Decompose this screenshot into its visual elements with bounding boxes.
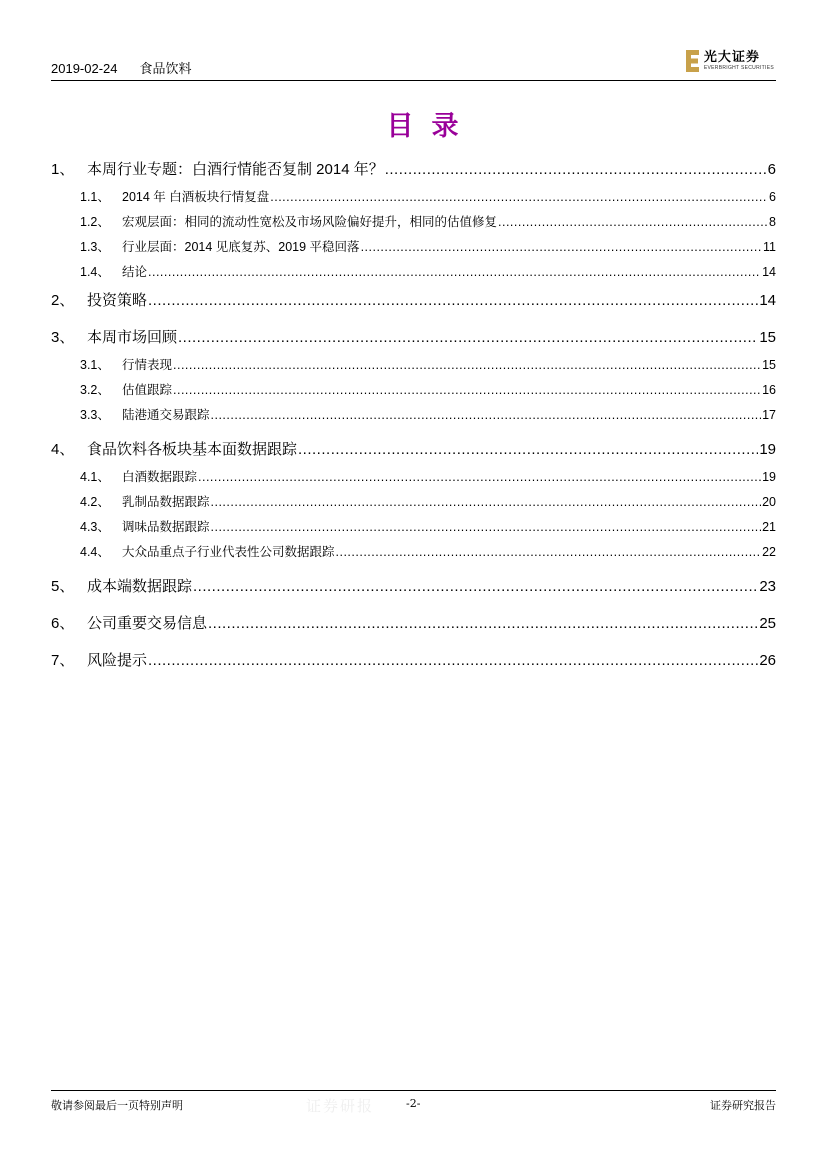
logo-text-en: EVERBRIGHT SECURITIES <box>703 64 774 71</box>
toc-entry-number: 1.3、 <box>80 240 110 254</box>
toc-entry-text: 食品饮料各板块基本面数据跟踪 <box>87 441 298 458</box>
toc-title: 目录 <box>386 111 477 142</box>
toc-entry[interactable] <box>51 517 776 535</box>
watermark: 证券研报 <box>306 1097 375 1115</box>
toc-entry-text: 风险提示 <box>87 652 148 669</box>
toc-dot-leader <box>361 240 762 254</box>
toc-entry-number: 1.2、 <box>80 215 110 229</box>
header-info <box>51 58 192 77</box>
toc-dot-leader <box>148 652 758 669</box>
toc-entry-text: 结论 <box>122 265 148 279</box>
toc-entry[interactable] <box>51 612 776 633</box>
toc-entry-page: 6 <box>769 190 776 204</box>
toc-dot-leader <box>148 265 761 279</box>
toc-entry-number: 4.3、 <box>80 520 110 534</box>
logo-mark-icon <box>686 50 700 72</box>
report-sector: 食品饮料 <box>139 61 192 76</box>
toc-entry-page: 23 <box>759 578 776 595</box>
toc-entry[interactable] <box>51 158 776 179</box>
toc-entry-text: 行业层面：2014 见底复苏、2019 平稳回落 <box>122 240 360 254</box>
toc-entry-text: 宏观层面：相同的流动性宽松及市场风险偏好提升，相同的估值修复 <box>122 215 498 229</box>
toc-entry-text: 本周市场回顾 <box>87 329 178 346</box>
toc-entry[interactable] <box>51 542 776 560</box>
toc-entry-number: 3、 <box>51 329 75 346</box>
toc-entry-number: 6、 <box>51 615 75 632</box>
toc-entry-page: 16 <box>762 383 776 397</box>
toc-entry-page: 15 <box>762 358 776 372</box>
toc-entry-number: 3.3、 <box>80 408 110 422</box>
report-date: 2019-02-24 <box>51 61 118 76</box>
toc-entry-page: 11 <box>763 240 776 254</box>
toc-dot-leader <box>498 215 768 229</box>
toc-dot-leader <box>211 520 762 534</box>
toc-entry-number: 5、 <box>51 578 75 595</box>
toc-entry-text: 估值跟踪 <box>122 383 173 397</box>
toc-entry-page: 21 <box>762 520 776 534</box>
toc-entry-text: 行情表现 <box>122 358 173 372</box>
toc-entry-page: 15 <box>759 329 776 346</box>
toc-entry[interactable] <box>51 237 776 255</box>
toc-entry-text: 乳制品数据跟踪 <box>122 495 210 509</box>
toc-entry-text: 陆港通交易跟踪 <box>122 408 210 422</box>
toc-entry-page: 25 <box>759 615 776 632</box>
toc-dot-leader <box>336 545 762 559</box>
disclaimer-note: 敬请参阅最后一页特别声明 <box>51 1099 183 1112</box>
toc-dot-leader <box>385 161 767 178</box>
toc-entry-text: 调味品数据跟踪 <box>122 520 210 534</box>
toc-dot-leader <box>198 470 761 484</box>
toc-entry-page: 22 <box>762 545 776 559</box>
toc-entry-text: 公司重要交易信息 <box>87 615 208 632</box>
toc-entry[interactable] <box>51 575 776 596</box>
toc-dot-leader <box>211 495 762 509</box>
toc-entry-page: 20 <box>762 495 776 509</box>
toc-entry-text: 本周行业专题：白酒行情能否复制 2014 年？ <box>87 161 384 178</box>
toc-entry-page: 19 <box>762 470 776 484</box>
toc-dot-leader <box>148 292 758 309</box>
toc-dot-leader <box>178 329 758 346</box>
toc-entry-page: 26 <box>759 652 776 669</box>
toc-entry[interactable] <box>51 405 776 423</box>
toc-entry-number: 1.1、 <box>80 190 110 204</box>
toc-entry-page: 8 <box>769 215 776 229</box>
toc-entry[interactable] <box>51 649 776 670</box>
toc-dot-leader <box>211 408 762 422</box>
page-number: -2- <box>406 1097 421 1110</box>
page-footer <box>51 1090 776 1115</box>
toc-entry-number: 2、 <box>51 292 75 309</box>
toc-entry[interactable] <box>51 492 776 510</box>
toc-entry-text: 大众品重点子行业代表性公司数据跟踪 <box>122 545 335 559</box>
toc-entry-page: 6 <box>767 161 776 178</box>
toc-entry[interactable] <box>51 289 776 310</box>
toc-dot-leader <box>270 190 768 204</box>
logo-text-cn: 光大证券 <box>703 49 760 65</box>
toc-entry-text: 2014 年 白酒板块行情复盘 <box>122 190 270 204</box>
toc-dot-leader <box>173 358 761 372</box>
page-header <box>51 50 776 81</box>
toc-entry-text: 白酒数据跟踪 <box>122 470 198 484</box>
toc-entry-number: 4.2、 <box>80 495 110 509</box>
toc-entry-number: 7、 <box>51 652 75 669</box>
toc-entry-page: 19 <box>759 441 776 458</box>
toc-entry[interactable] <box>51 187 776 205</box>
toc-dot-leader <box>173 383 761 397</box>
toc-entry-number: 3.1、 <box>80 358 110 372</box>
toc-entry-text: 投资策略 <box>87 292 148 309</box>
toc-entry[interactable] <box>51 467 776 485</box>
toc-entry-number: 4、 <box>51 441 75 458</box>
toc-entry[interactable] <box>51 438 776 459</box>
toc-entry-number: 1、 <box>51 161 75 178</box>
toc-dot-leader <box>208 615 758 632</box>
toc-entry-text: 成本端数据跟踪 <box>87 578 193 595</box>
toc-entry[interactable] <box>51 380 776 398</box>
company-logo <box>686 50 774 72</box>
toc-entry-number: 4.4、 <box>80 545 110 559</box>
toc-entry-page: 17 <box>762 408 776 422</box>
toc-entry[interactable] <box>51 212 776 230</box>
toc-entry-number: 4.1、 <box>80 470 110 484</box>
toc-dot-leader <box>298 441 758 458</box>
toc-entry-page: 14 <box>759 292 776 309</box>
toc-entry[interactable] <box>51 326 776 347</box>
report-type: 证券研究报告 <box>710 1099 776 1112</box>
toc-entry[interactable] <box>51 262 776 280</box>
toc-entry[interactable] <box>51 355 776 373</box>
toc-dot-leader <box>193 578 758 595</box>
toc-entry-number: 1.4、 <box>80 265 110 279</box>
toc-entry-page: 14 <box>762 265 776 279</box>
toc-entry-number: 3.2、 <box>80 383 110 397</box>
